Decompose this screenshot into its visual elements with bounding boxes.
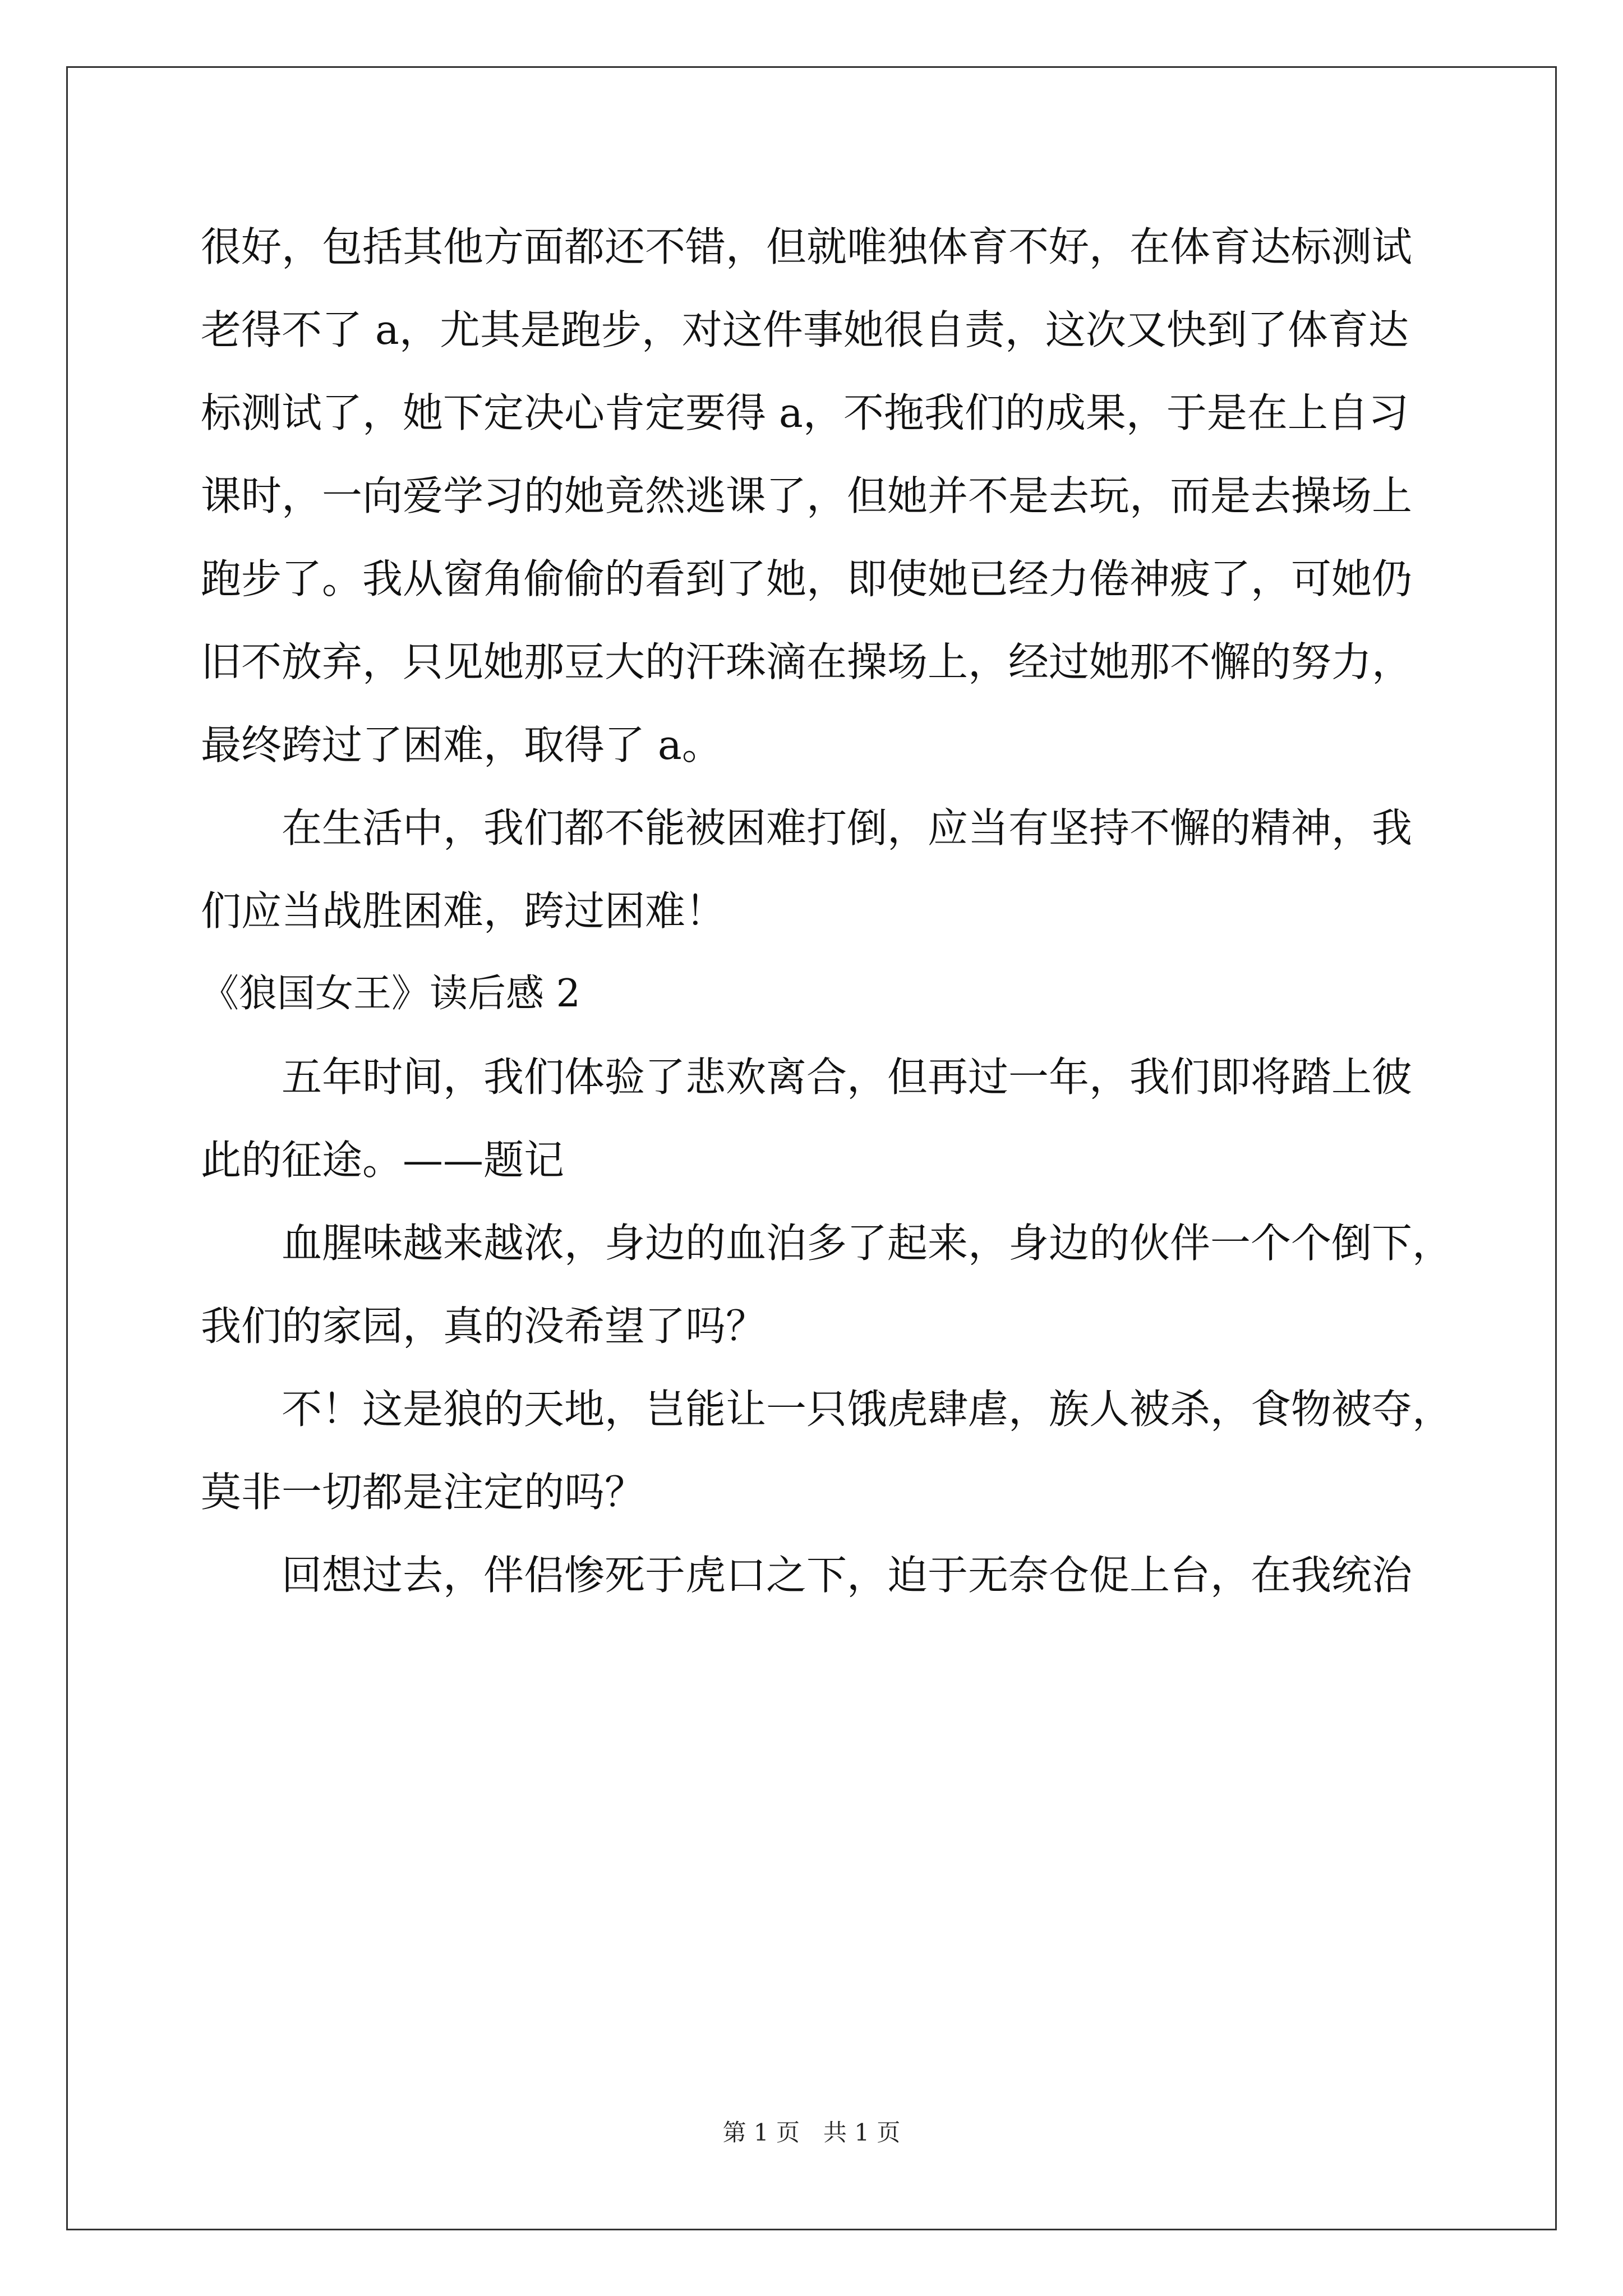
text-line: 标测试了，她下定决心肯定要得 a，不拖我们的成果，于是在上自习 [201,389,1409,436]
section-heading: 《狼国女王》读后感 2 [201,972,580,1016]
text-line: 最终跨过了困难，取得了 a。 [201,721,722,769]
text-line: 我们的家园，真的没希望了吗？ [201,1303,767,1350]
text-line: 莫非一切都是注定的吗？ [201,1469,645,1516]
text-line: 很好，包括其他方面都还不错，但就唯独体育不好，在体育达标测试 [201,223,1413,270]
text-line: 此的征途。——题记 [201,1137,565,1184]
text-line: 们应当战胜困难，跨过困难！ [201,887,726,935]
text-line: 老得不了 a，尤其是跑步，对这件事她很自责，这次又快到了体育达 [201,306,1409,353]
paragraph-start-line: 回想过去，伴侣惨死于虎口之下，迫于无奈仓促上台，在我统治 [282,1552,1413,1599]
paragraph-start-line: 血腥味越来越浓，身边的血泊多了起来，身边的伙伴一个个倒下， [282,1220,1453,1267]
paragraph-start-line: 五年时间，我们体验了悲欢离合，但再过一年，我们即将踏上彼 [282,1053,1413,1101]
text-line: 跑步了。我从窗角偷偷的看到了她，即使她已经力倦神疲了，可她仍 [201,555,1413,602]
page-footer: 第 1 页 共 1 页 [722,2119,901,2146]
text-line: 课时，一向爱学习的她竟然逃课了，但她并不是去玩，而是去操场上 [201,472,1413,519]
paragraph-start-line: 不！这是狼的天地，岂能让一只饿虎肆虐，族人被杀，食物被夺， [282,1386,1453,1433]
text-line: 旧不放弃，只见她那豆大的汗珠滴在操场上，经过她那不懈的努力， [201,638,1413,685]
paragraph-start-line: 在生活中，我们都不能被困难打倒，应当有坚持不懈的精神，我 [282,804,1413,852]
